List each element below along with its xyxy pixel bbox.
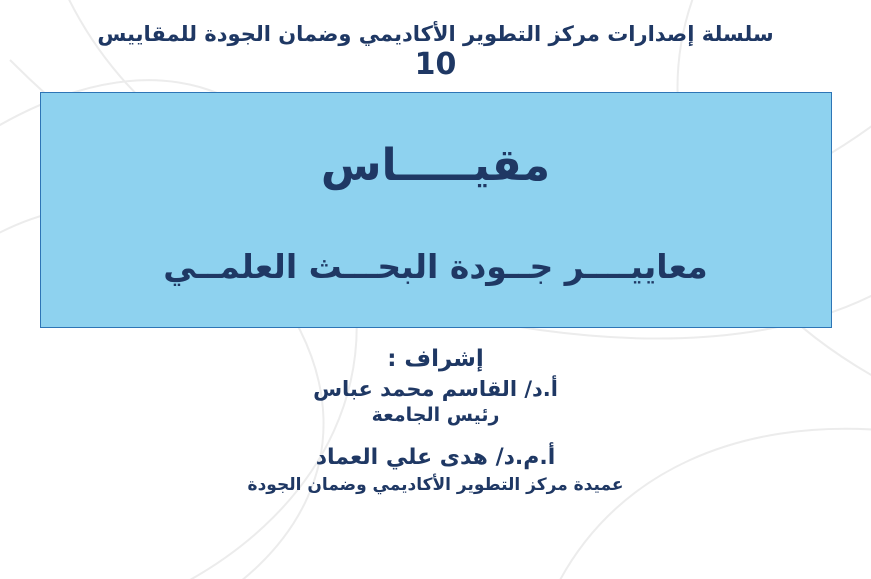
supervisor-2-block (248, 443, 624, 498)
supervision-section (248, 344, 624, 498)
series-number: 10 (414, 47, 457, 82)
supervisor-2-name: أ.م.د/ هدى علي العماد (315, 445, 556, 471)
supervisor-2-role: عميدة مركز التطوير الأكاديمي وضمان الجودة (247, 474, 624, 495)
series-line: سلسلة إصدارات مركز التطوير الأكاديمي وضمان الجودة للمقاييس (97, 22, 774, 46)
supervisor-1-role: رئيس الجامعة (371, 404, 500, 427)
title-subtitle: معاييــــر جــودة البحـــث العلمــي (163, 247, 708, 286)
title-box (40, 92, 832, 328)
supervision-label: إشراف : (387, 346, 484, 372)
supervisor-1-name: أ.د/ القاسم محمد عباس (313, 377, 558, 402)
title-main: مقيـــــاس (320, 140, 551, 191)
